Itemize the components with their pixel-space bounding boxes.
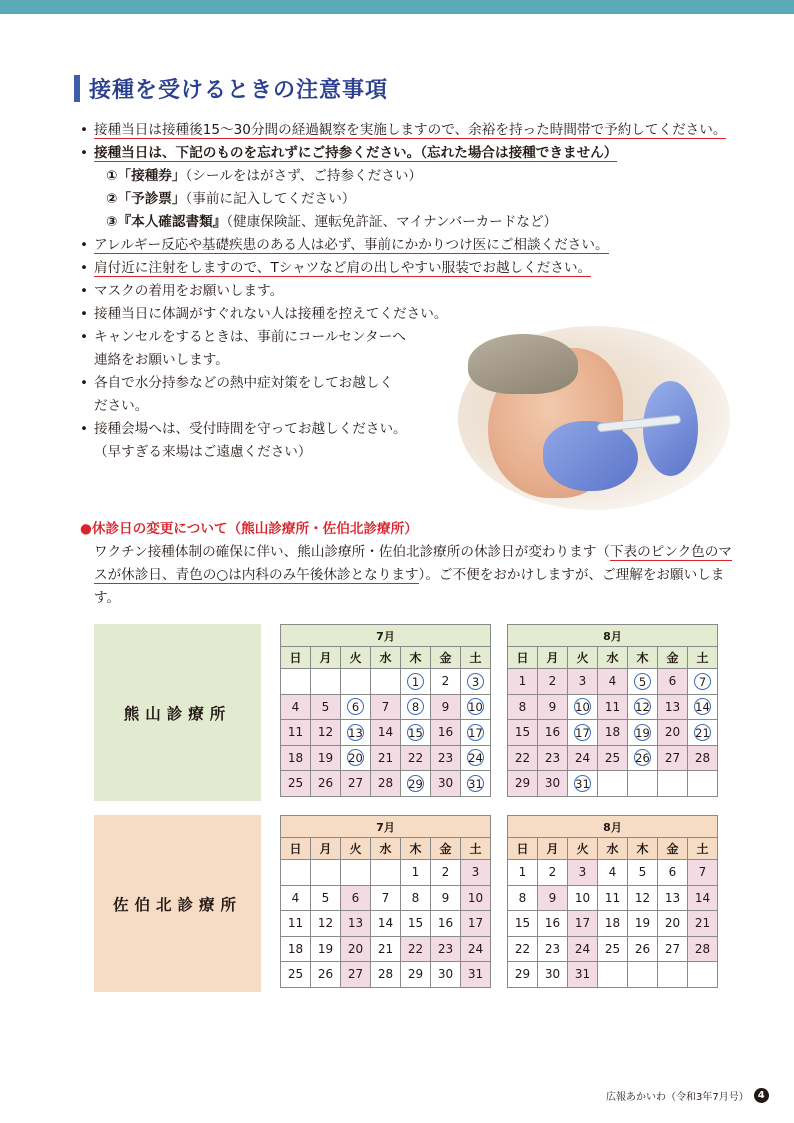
calendar-day: 15 [508,911,538,937]
calendar-day: 9 [431,694,461,720]
note-text: キャンセルをするときは、事前にコールセンターへ 連絡をお願いします。 [94,329,406,368]
calendar-day: 2 [431,860,461,886]
footer [606,1088,769,1103]
weekday-label: 月 [311,838,341,860]
calendar-day: 18 [598,911,628,937]
calendar-day: 19 [628,911,658,937]
calendar-day: 16 [538,720,568,746]
sleeve-shape [468,334,578,394]
calendar-day: 22 [401,745,431,771]
calendar-day: 1 [508,860,538,886]
weekday-label: 火 [568,647,598,669]
calendar-day: 25 [281,771,311,797]
calendar-day: 16 [431,911,461,937]
calendar-day: 7 [688,860,718,886]
calendar-day [461,720,491,746]
afternoon-closed-circle: 12 [635,700,650,715]
bullet: • [80,237,89,253]
note-5 [80,303,750,326]
bullet: • [80,329,89,345]
month-label: 7月 [281,816,491,838]
weekday-label: 火 [341,647,371,669]
calendar-day: 6 [658,669,688,695]
calendar-day: 1 [401,860,431,886]
required-item: ②「予診票」（事前に記入してください） [106,191,356,207]
calendar-day [371,860,401,886]
month-label: 8月 [508,816,718,838]
calendar-day: 18 [281,936,311,962]
calendar-day: 25 [598,745,628,771]
calendar-day: 15 [401,911,431,937]
calendar-day [628,745,658,771]
calendar-day [281,669,311,695]
calendar-day [341,669,371,695]
afternoon-closed-circle: 21 [695,725,710,740]
calendar-table [507,815,718,988]
calendar-day: 30 [538,962,568,988]
weekday-label: 木 [401,838,431,860]
calendar-day [628,669,658,695]
afternoon-closed-circle: 26 [635,751,650,766]
calendar-day: 21 [688,911,718,937]
calendar-day: 4 [598,860,628,886]
calendar-day: 25 [598,936,628,962]
calendar-day: 3 [568,860,598,886]
calendar-day [688,694,718,720]
calendar-day: 13 [658,885,688,911]
afternoon-closed-circle: 29 [408,776,423,791]
month-label: 7月 [281,625,491,647]
afternoon-closed-circle: 31 [468,776,483,791]
calendar-day: 27 [658,936,688,962]
weekday-label: 金 [658,647,688,669]
afternoon-closed-circle: 5 [634,673,651,690]
calendar-day: 20 [658,720,688,746]
bullet: • [80,145,89,161]
calendar-day [341,694,371,720]
afternoon-closed-circle: 31 [575,776,590,791]
calendar-day [598,962,628,988]
note-text: マスクの着用をお願いします。 [94,283,284,299]
bullet: • [80,283,89,299]
glove-shape [643,381,698,476]
note-1 [80,142,750,165]
note-text: 肩付近に注射をしますので、Tシャツなど肩の出しやすい服装でお越しください。 [94,260,592,276]
calendar-day: 7 [371,885,401,911]
calendar-day: 3 [461,860,491,886]
calendar-day: 7 [371,694,401,720]
calendar-day: 15 [508,720,538,746]
month-label: 8月 [508,625,718,647]
calendar-day: 24 [461,936,491,962]
weekday-label: 土 [461,838,491,860]
calendar-day: 26 [311,771,341,797]
calendar-day: 27 [341,771,371,797]
calendar-day: 5 [311,694,341,720]
calendar-day [311,860,341,886]
calendar-day: 26 [628,936,658,962]
calendar-day: 21 [371,745,401,771]
note-0 [80,119,750,142]
weekday-label: 日 [508,647,538,669]
calendar-day: 16 [538,911,568,937]
calendar-day [568,720,598,746]
calendar-day: 17 [461,911,491,937]
afternoon-closed-circle: 15 [408,725,423,740]
calendar-day: 31 [461,962,491,988]
calendar-day [461,771,491,797]
calendar-day: 30 [538,771,568,797]
calendar-day: 14 [688,885,718,911]
calendar-day: 5 [628,860,658,886]
note-3 [80,257,750,280]
weekday-label: 木 [628,647,658,669]
calendar-day: 4 [598,669,628,695]
required-item: ③『本人確認書類』（健康保険証、運転免許証、マイナンバーカードなど） [106,214,558,230]
weekday-label: 水 [598,838,628,860]
calendar-day [658,771,688,797]
note-text: 各自で水分持参などの熱中症対策をしてお越しく ださい。 [94,375,394,414]
calendar-day: 28 [371,771,401,797]
calendar-day [628,694,658,720]
weekday-label: 土 [461,647,491,669]
calendar-day [281,860,311,886]
calendar-day: 23 [538,936,568,962]
calendar-day: 12 [311,911,341,937]
calendar-day: 28 [688,745,718,771]
weekday-label: 土 [688,647,718,669]
bullet: • [80,260,89,276]
note-text: 接種当日に体調がすぐれない人は接種を控えてください。 [94,306,448,322]
calendar-day [461,694,491,720]
closure-section-body: ワクチン接種体制の確保に伴い、熊山診療所・佐伯北診療所の休診日が変わります（下表のピンク色のマスが休診日、青色の○は内科のみ午後休診となります）。ご不便をおかけしますが、ご理解をお願いします。 [94,544,732,606]
calendar-day: 2 [431,669,461,695]
calendar-day [628,962,658,988]
calendar-day [658,962,688,988]
note-text: 接種当日は、下記のものを忘れずにご持参ください。（忘れた場合は接種できません） [94,145,618,161]
glove-shape [543,421,638,491]
required-item: ①「接種券」（シールをはがさず、ご持参ください） [106,168,423,184]
note-text: 接種会場へは、受付時間を守ってお越しください。 （早すぎる来場はご遠慮ください） [94,421,407,460]
calendar-day: 14 [371,720,401,746]
weekday-label: 月 [538,838,568,860]
calendar-day [688,720,718,746]
calendar-day: 24 [568,745,598,771]
calendar-day: 24 [568,936,598,962]
calendar-day: 9 [538,694,568,720]
calendar-day: 3 [568,669,598,695]
afternoon-closed-circle: 10 [468,700,483,715]
calendar-day: 23 [431,936,461,962]
calendar-day: 12 [628,885,658,911]
calendar-day: 8 [508,694,538,720]
weekday-label: 金 [658,838,688,860]
calendar-day: 16 [431,720,461,746]
weekday-label: 金 [431,838,461,860]
weekday-label: 土 [688,838,718,860]
weekday-label: 水 [598,647,628,669]
afternoon-closed-circle: 17 [575,725,590,740]
weekday-label: 火 [341,838,371,860]
calendar-day: 10 [461,885,491,911]
weekday-label: 日 [281,647,311,669]
calendar-day: 28 [688,936,718,962]
weekday-label: 火 [568,838,598,860]
calendar-day: 22 [508,936,538,962]
calendar-day: 6 [658,860,688,886]
calendar-day: 29 [508,962,538,988]
weekday-label: 水 [371,838,401,860]
calendar-day: 30 [431,962,461,988]
calendar-day: 21 [371,936,401,962]
closure-section-title: ●休診日の変更について（熊山診療所・佐伯北診療所） [80,521,418,537]
calendar-day: 8 [508,885,538,911]
page-number: 4 [754,1088,769,1103]
calendar-day [311,669,341,695]
calendar-day: 26 [311,962,341,988]
afternoon-closed-circle: 10 [575,700,590,715]
calendar-day: 10 [568,885,598,911]
calendar-day [598,771,628,797]
calendar-day [401,694,431,720]
calendar-day: 9 [538,885,568,911]
calendar-day: 6 [341,885,371,911]
afternoon-closed-circle: 13 [348,725,363,740]
calendar-day [371,669,401,695]
bullet: • [80,122,89,138]
calendar-day: 20 [658,911,688,937]
bullet: • [80,306,89,322]
calendar-day: 4 [281,885,311,911]
calendar-day: 1 [508,669,538,695]
calendar-day: 23 [538,745,568,771]
clinic-name: 佐伯北診療所 [94,815,261,992]
calendar-table [280,624,491,797]
calendar-day [568,771,598,797]
footer-text: 広報あかいわ（令和3年7月号） [606,1092,749,1103]
calendar-day: 25 [281,962,311,988]
calendar-day [568,694,598,720]
afternoon-closed-circle: 3 [467,673,484,690]
calendar-day: 8 [401,885,431,911]
heading-text: 接種を受けるときの注意事項 [89,77,389,103]
calendar-day: 13 [658,694,688,720]
note-text: 接種当日は接種後15～30分間の経過観察を実施しますので、余裕を持った時間帯で予約してください。 [94,122,727,138]
afternoon-closed-circle: 1 [407,673,424,690]
calendar-day: 5 [311,885,341,911]
weekday-label: 日 [508,838,538,860]
calendar-day: 27 [341,962,371,988]
calendar-day [401,669,431,695]
vaccination-photo-icon [458,326,730,510]
calendar-day [461,745,491,771]
calendar-day: 20 [341,936,371,962]
afternoon-closed-circle: 19 [635,725,650,740]
calendar-day: 2 [538,669,568,695]
heading-bar [74,75,80,102]
bullet: • [80,375,89,391]
calendar-day: 22 [508,745,538,771]
calendar-day: 12 [311,720,341,746]
calendar-day: 9 [431,885,461,911]
calendar-day [628,771,658,797]
weekday-label: 木 [401,647,431,669]
calendar-day: 19 [311,745,341,771]
weekday-label: 水 [371,647,401,669]
calendar-day: 30 [431,771,461,797]
weekday-label: 月 [311,647,341,669]
calendar-day [628,720,658,746]
calendar-day: 4 [281,694,311,720]
calendar-table [280,815,491,988]
calendar-day: 23 [431,745,461,771]
calendar-day [688,771,718,797]
calendar-day [341,860,371,886]
calendar-day: 11 [598,694,628,720]
calendar-day [688,669,718,695]
calendar-day: 29 [508,771,538,797]
afternoon-closed-circle: 24 [468,751,483,766]
calendar-day: 18 [598,720,628,746]
afternoon-closed-circle: 20 [348,751,363,766]
calendar-day: 14 [371,911,401,937]
bullet: • [80,421,89,437]
calendar-day: 31 [568,962,598,988]
afternoon-closed-circle: 7 [694,673,711,690]
calendar-day: 11 [281,720,311,746]
calendar-table [507,624,718,797]
calendar-day [341,720,371,746]
calendar-day: 28 [371,962,401,988]
afternoon-closed-circle: 6 [347,698,364,715]
calendar-day [461,669,491,695]
afternoon-closed-circle: 8 [407,698,424,715]
weekday-label: 金 [431,647,461,669]
calendar-day: 22 [401,936,431,962]
note-2 [80,234,750,257]
calendar-day [401,771,431,797]
afternoon-closed-circle: 14 [695,700,710,715]
calendar-day: 19 [311,936,341,962]
note-4 [80,280,750,303]
calendar-day: 18 [281,745,311,771]
calendar-day: 29 [401,962,431,988]
calendar-day: 27 [658,745,688,771]
section-heading [74,74,388,102]
calendar-day: 11 [281,911,311,937]
calendar-day: 2 [538,860,568,886]
clinic-name: 熊山診療所 [94,624,261,801]
calendar-day [341,745,371,771]
weekday-label: 日 [281,838,311,860]
afternoon-closed-circle: 17 [468,725,483,740]
calendar-day: 17 [568,911,598,937]
calendar-day: 13 [341,911,371,937]
weekday-label: 月 [538,647,568,669]
top-color-bar [0,0,794,14]
calendar-day: 11 [598,885,628,911]
calendar-day [688,962,718,988]
weekday-label: 木 [628,838,658,860]
calendar-day [401,720,431,746]
required-items [80,165,750,234]
note-text: アレルギー反応や基礎疾患のある人は必ず、事前にかかりつけ医にご相談ください。 [94,237,609,253]
